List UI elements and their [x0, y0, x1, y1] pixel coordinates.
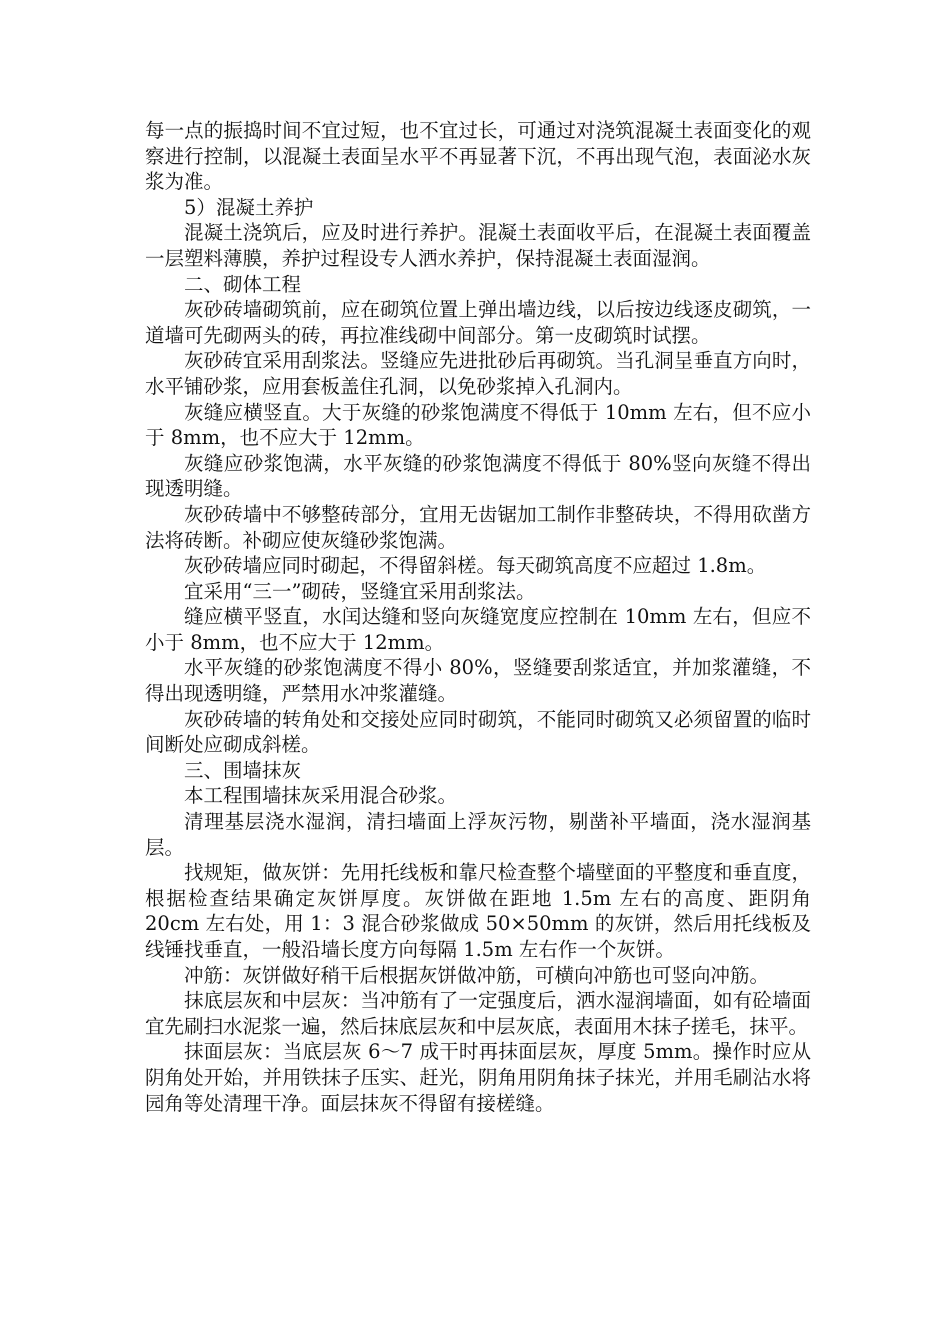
paragraph-base-coat: 抹底层灰和中层灰：当冲筋有了一定强度后，洒水湿润墙面，如有砼墙面宜先刷扫水泥浆一遍，然后抹底层灰和中层灰底，表面用木抹子搓毛，抹平。 [145, 989, 811, 1038]
paragraph-daily-height: 灰砂砖墙应同时砌起，不得留斜槎。每天砌筑高度不应超过 1.8m。 [184, 554, 767, 578]
heading-masonry: 二、砌体工程 [184, 272, 302, 296]
paragraph-mixed-mortar: 本工程围墙抹灰采用混合砂浆。 [184, 784, 458, 808]
paragraph-partial-bricks: 灰砂砖墙中不够整砖部分，宜用无齿锯加工制作非整砖块，不得用砍凿方法将砖断。补砌应使灰缝砂浆饱满。 [145, 502, 811, 552]
paragraph-screeds: 冲筋：灰饼做好稍干后根据灰饼做冲筋，可横向冲筋也可竖向冲筋。 [184, 963, 770, 987]
paragraph-joint-width: 灰缝应横竖直。大于灰缝的砂浆饱满度不得低于 10mm 左右，但不应小于 8mm，也不应大于 12mm。 [145, 400, 811, 450]
paragraph-masonry-layout: 灰砂砖墙砌筑前，应在砌筑位置上弹出墙边线，以后按边线逐皮砌筑，一道墙可先砌两头的砖，再拉准线砌中间部分。第一皮砌筑时试摆。 [145, 298, 811, 347]
paragraph-three-one-method: 宜采用“三一”砌砖，竖缝宜采用刮浆法。 [184, 579, 536, 603]
heading-concrete-curing: 5）混凝土养护 [184, 195, 314, 219]
paragraph-base-cleaning: 清理基层浇水湿润，清扫墙面上浮灰污物，剔凿补平墙面，浇水湿润基层。 [145, 810, 811, 859]
paragraph-corners: 灰砂砖墙的转角处和交接处应同时砌筑，不能同时砌筑又必须留置的临时间断处应砌成斜槎。 [145, 707, 811, 757]
heading-wall-plastering: 三、围墙抹灰 [184, 758, 302, 782]
document-page [145, 118, 818, 1116]
paragraph-horizontal-joints: 水平灰缝的砂浆饱满度不得小 80%，竖缝要刮浆适宜，并加浆灌缝，不得出现透明缝，严禁用水冲浆灌缝。 [145, 656, 811, 706]
paragraph-finish-coat: 抹面层灰：当底层灰 6～7 成干时再抹面层灰，厚度 5mm。操作时应从阴角处开始，并用铁抹子压实、赶光，阴角用阴角抹子抹光，并用毛刷沾水将园角等处清理干净。面层抹灰不得留有接槎缝。 [145, 1040, 811, 1115]
paragraph-plaster-cakes: 找规矩，做灰饼：先用托线板和靠尺检查整个墙壁面的平整度和垂直度，根据检查结果确定灰饼厚度。灰饼做在距地 1.5m 左右的高度、距阴角 20cm 左右处，用 1：3 混合砂浆做成 50×50mm 的灰饼，然后用托线板及线锤找垂直，一般沿墙长度方向每隔 1.5m 左右作一个灰饼。 [145, 861, 818, 961]
paragraph-joint-control: 缝应横平竖直，水闰达缝和竖向灰缝宽度应控制在 10mm 左右，但应不小于 8mm，也不应大于 12mm。 [145, 605, 811, 654]
paragraph-scraping-method: 灰砂砖宜采用刮浆法。竖缝应先进批砂后再砌筑。当孔洞呈垂直方向时，水平铺砂浆，应用套板盖住孔洞，以免砂浆掉入孔洞内。 [145, 349, 811, 398]
paragraph-curing: 混凝土浇筑后，应及时进行养护。混凝土表面收平后，在混凝土表面覆盖一层塑料薄膜，养护过程设专人洒水养护，保持混凝土表面湿润。 [145, 221, 811, 270]
paragraph-mortar-fullness: 灰缝应砂浆饱满，水平灰缝的砂浆饱满度不得低于 80%竖向灰缝不得出现透明缝。 [145, 451, 811, 501]
paragraph-vibration-time: 每一点的振捣时间不宜过短，也不宜过长，可通过对浇筑混凝土表面变化的观察进行控制，以混凝土表面呈水平不再显著下沉，不再出现气泡，表面泌水灰浆为准。 [145, 119, 811, 194]
